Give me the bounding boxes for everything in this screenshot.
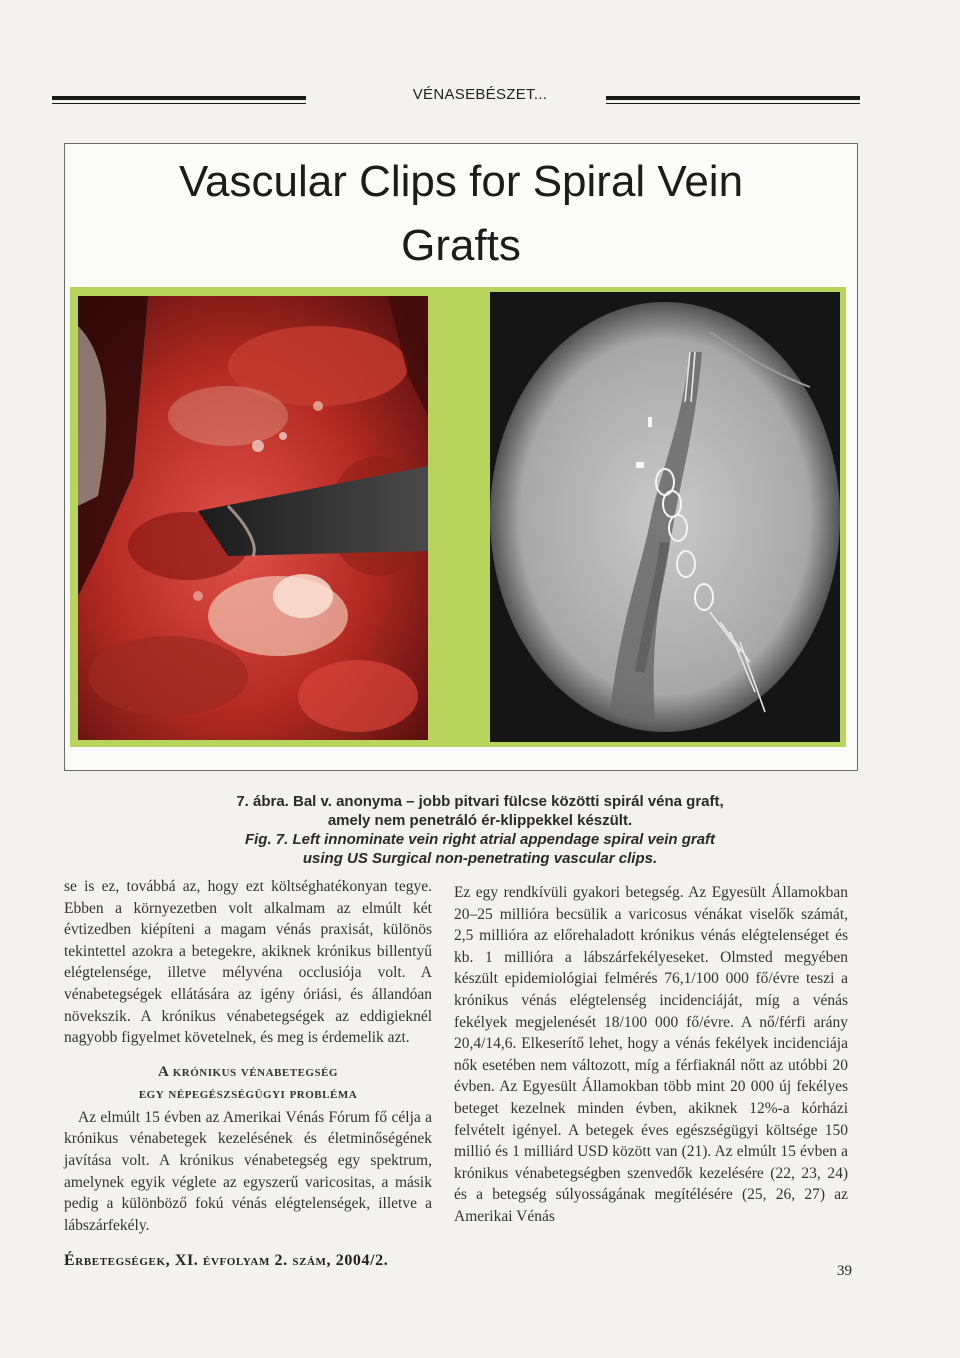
section-heading-line-1: A krónikus vénabetegség [158, 1063, 338, 1080]
header-rule-left [52, 96, 306, 100]
header-rule-right [606, 96, 860, 100]
right-paragraph-1: Ez egy rendkívüli gyakori betegség. Az Egyesült Államokban 20–25 millióra becsülik a varicosus vénákat viselők számát, 2,5 millióra az előrehaladott krónikus vénás elégtelenséget és kb. 1 millióra a lábszárfekélyeseket. Olmsted megyében készült epidemiológiai felmérés 76,1/100 000 fő/évre teszi a krónikus vénás elégtelenség incidenciáját, míg a vénás fekélyek megjelenését 18/100 000 fő/évre. A nő/férfi arány 20,4/14,6. Elkeserítő lehet, hogy a vénás fekélyek incidenciája nők esetében nem változott, míg a férfiaknál nőtt az utóbbi 20 évben. Az Egyesült Államokban több mint 20 000 új fekélyes beteget kezelnek minden évben, akiknek 12%-a kórházi felvételt igényel. A betegek éves egészségügyi költsége 150 millió és 1 milliárd USD között van (21). Az elmúlt 15 évben a krónikus vénabetegségben szenvedők kezelésére (22, 23, 24) és a betegség súlyosságának megítélésére (25, 26, 27) az Amerikai Vénás [454, 884, 848, 1225]
caption-en-line-1: Fig. 7. Left innominate vein right atrial appendage spiral vein graft [244, 831, 716, 848]
section-heading [64, 1061, 432, 1105]
caption-hu-line-1: 7. ábra. Bal v. anonyma – jobb pitvari fülcse közötti spirál véna graft, [236, 793, 724, 810]
left-column [64, 876, 432, 1236]
page-number: 39 [837, 1263, 852, 1279]
surgical-photo-image [78, 296, 428, 740]
figure-title [64, 150, 858, 278]
figure-title-line-2: Grafts [401, 221, 521, 270]
right-column [454, 882, 848, 1228]
angiogram-image [490, 292, 840, 742]
footer-journal: Érbetegségek, XI. évfolyam 2. szám, 2004/2. [64, 1252, 389, 1269]
angiogram-photo [490, 292, 840, 742]
caption-hu-line-2: amely nem penetráló ér-klippekkel készült. [327, 812, 633, 829]
figure-title-line-1: Vascular Clips for Spiral Vein [178, 157, 744, 206]
left-paragraph-1: se is ez, továbbá az, hogy ezt költséghatékonyan tegye. Ebben a környezetben volt alkalmam az elmúlt két évtizedben kiépíteni a magam vénás praxisát, különös tekintettel azokra a betegekre, akiknek krónikus billentyű elégtelensége, illetve mélyvéna occlusiója volt. A vénabetegségek ellátására az igény óriási, és állandóan növekszik. A krónikus vénabetegségek az eddigieknél nagyobb figyelmet követelnek, és meg is érdemelik azt. [64, 878, 432, 1047]
surgical-photo [78, 296, 428, 740]
header-section-label: VÉNASEBÉSZET... [412, 86, 548, 103]
caption-en-line-2: using US Surgical non-penetrating vascular clips. [302, 850, 658, 867]
section-heading-line-2: egy népegészségügyi probléma [138, 1085, 358, 1102]
left-paragraph-2: Az elmúlt 15 évben az Amerikai Vénás Fórum fő célja a krónikus vénabetegek kezelésének és életminőségének javítása volt. A krónikus vénabetegség egy spektrum, amelynek egyik véglete az egyszerű varicositas, a másik pedig a különböző fokú vénás elégtelenségek, illetve a lábszárfekély. [64, 1108, 432, 1234]
